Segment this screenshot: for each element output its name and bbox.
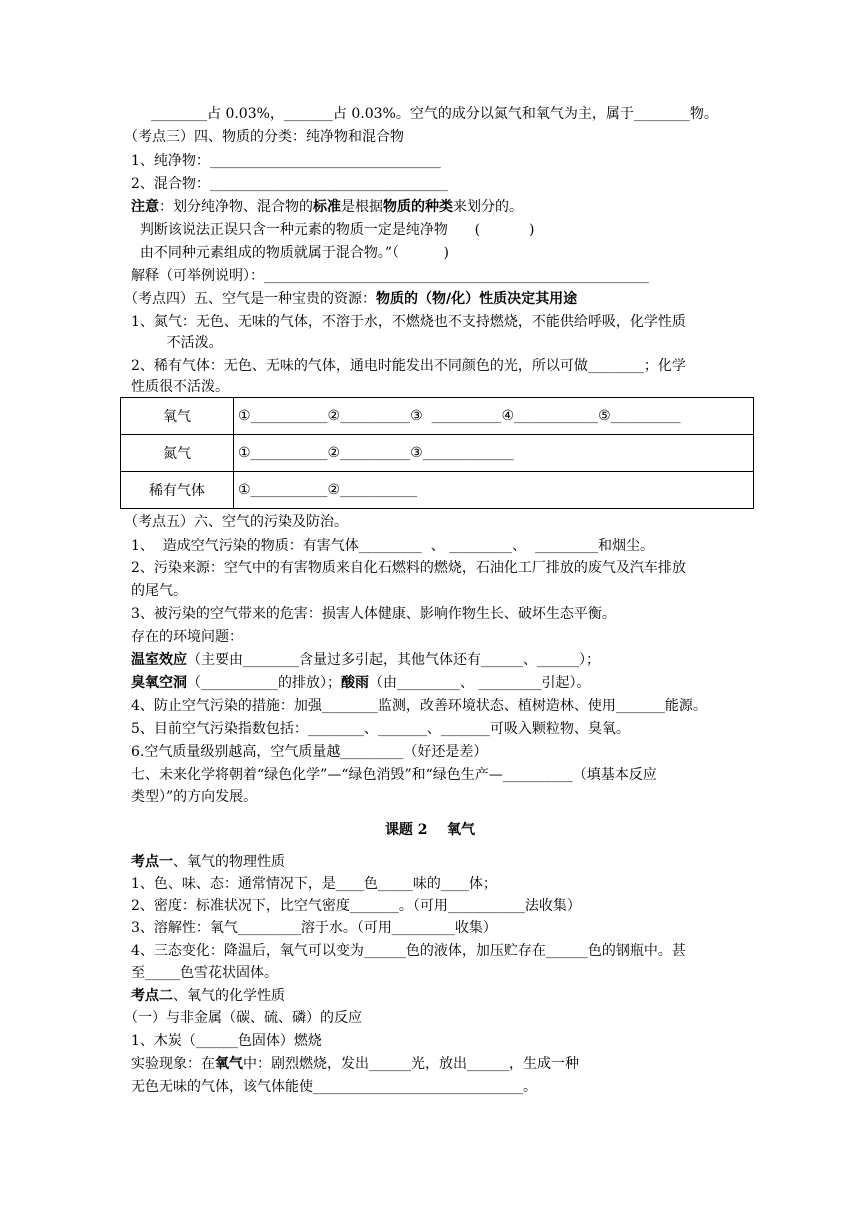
- term-bold: 酸雨: [341, 675, 369, 691]
- text-line: [131, 673, 590, 695]
- text-line: 2、稀有气体：无色、无味的气体，通电时能发出不同颜色的光，所以可做________；化学: [131, 358, 686, 374]
- heading-text: 、氧气的物理性质: [173, 854, 285, 870]
- note-line: [131, 197, 523, 219]
- text-line: 4、三态变化：降温后，氧气可以变为______色的液体，加压贮存在______色的钢瓶中。甚: [131, 943, 686, 959]
- line-text: （由_________、 _________引起）。: [369, 675, 591, 691]
- heading-bold: 考点二: [131, 988, 173, 1004]
- line-text: （主要由________含量过多引起，其他气体还有______、______）；: [187, 652, 600, 668]
- table-cell-blanks: ①___________②___________: [234, 472, 754, 509]
- text-line: 的尾气。: [131, 583, 187, 599]
- text-line: 1、 造成空气污染的物质：有害气体_________ 、 _________、 _________和烟尘。: [131, 538, 655, 554]
- text-line: 无色无味的气体，该气体能使______________________________。: [131, 1079, 537, 1095]
- text-line: [131, 650, 600, 672]
- lesson-title: 课题 2 氧气: [384, 822, 476, 838]
- table-row-header: 氮气: [121, 435, 234, 472]
- text-line: 3、溶解性：氧气_________溶于水。（可用_________收集）: [131, 920, 497, 936]
- section-heading: （考点三）四、物质的分类：纯净物和混合物: [124, 129, 404, 145]
- table-row-header: 氧气: [121, 398, 234, 435]
- note-text: 是根据: [341, 199, 383, 215]
- heading-bold: 考点一: [131, 854, 173, 870]
- section-heading: [131, 852, 285, 874]
- text-line: 2、密度：标准状况下，比空气密度_______。（可用___________法收集）: [131, 898, 581, 914]
- uses-table: [120, 397, 754, 509]
- text-line: 5、目前空气污染指数包括：________、_______、_______可吸入颗粒物、臭氧。: [131, 721, 630, 737]
- text-line: 3、被污染的空气带来的危害：损害人体健康、影响作物生长、破坏生态平衡。: [131, 606, 616, 622]
- text-line: [131, 1054, 579, 1076]
- note-text: 来划分的。: [453, 199, 523, 215]
- text-line: 1、纯净物：_________________________________: [131, 153, 441, 169]
- heading-text: 、氧气的化学性质: [173, 988, 285, 1004]
- text-line: 不活泼。: [131, 335, 223, 351]
- note-bold: 物质的种类: [383, 199, 453, 215]
- text-line: 2、污染来源：空气中的有害物质来自化石燃料的燃烧，石油化工厂排放的废气及汽车排放: [131, 560, 686, 576]
- text-line: 解释（可举例说明）：_______________________________________________________: [131, 268, 649, 284]
- text-line: 4、防止空气污染的措施：加强________监测，改善环境状态、植树造林、使用_______能源。: [131, 698, 707, 714]
- table-cell-blanks: ①___________②__________③ __________④____________⑤__________: [234, 398, 754, 435]
- term-bold: 氧气: [215, 1056, 243, 1072]
- text-line: 2、混合物：__________________________________: [131, 176, 448, 192]
- heading-bold: 物质的（物/化）性质决定其用途: [376, 291, 578, 307]
- table-row: [121, 472, 754, 509]
- table-row-header: 稀有气体: [121, 472, 234, 509]
- note-text: ：划分纯净物、混合物的: [159, 199, 313, 215]
- text-line: 判断该说法正误只含一种元素的物质一定是纯净物 ( ): [131, 222, 535, 238]
- term-bold: 温室效应: [131, 652, 187, 668]
- text-line: 至_____色雪花状固体。: [131, 965, 278, 981]
- text-line: 存在的环境问题：: [131, 629, 243, 645]
- text-line: 1、色、味、态：通常情况下，是____色_____味的____体；: [131, 876, 497, 892]
- table-row: [121, 435, 754, 472]
- section-heading: [131, 986, 285, 1008]
- text-line: （一）与非金属（碳、硫、磷）的反应: [124, 1010, 362, 1026]
- text-line: 1、木炭（______色固体）燃烧: [131, 1033, 322, 1049]
- note-label: 注意: [131, 199, 159, 215]
- section-heading: [124, 289, 577, 311]
- note-bold: 标准: [313, 199, 341, 215]
- text-line: 1、氮气：无色、无味的气体，不溶于水，不燃烧也不支持燃烧，不能供给呼吸，化学性质: [131, 314, 686, 330]
- line-text: （___________的排放）；: [187, 675, 341, 691]
- term-bold: 臭氧空洞: [131, 675, 187, 691]
- line-text: 实验现象：在: [131, 1056, 215, 1072]
- text-line: ________占 0.03%，_______占 0.03%。空气的成分以氮气和氧气为主，属于________物。: [151, 106, 718, 122]
- text-line: 6.空气质量级别越高，空气质量越_________（好还是差）: [131, 744, 488, 760]
- section-heading: （考点五）六、空气的污染及防治。: [124, 514, 348, 530]
- table-row: [121, 398, 754, 435]
- text-line: 类型）”的方向发展。: [131, 789, 258, 805]
- table-cell-blanks: ①___________②__________③_____________: [234, 435, 754, 472]
- text-line: 七、未来化学将朝着“绿色化学”—“绿色消毁”和“绿色生产—__________（填基本反应: [131, 767, 657, 783]
- heading-text: （考点四）五、空气是一种宝贵的资源：: [124, 291, 376, 307]
- text-line: 由不同种元素组成的物质就属于混合物。”（ ): [131, 245, 450, 261]
- text-line: 性质很不活泼。: [131, 379, 229, 395]
- line-text: 中：剧烈燃烧，发出______光，放出______，生成一种: [243, 1056, 579, 1072]
